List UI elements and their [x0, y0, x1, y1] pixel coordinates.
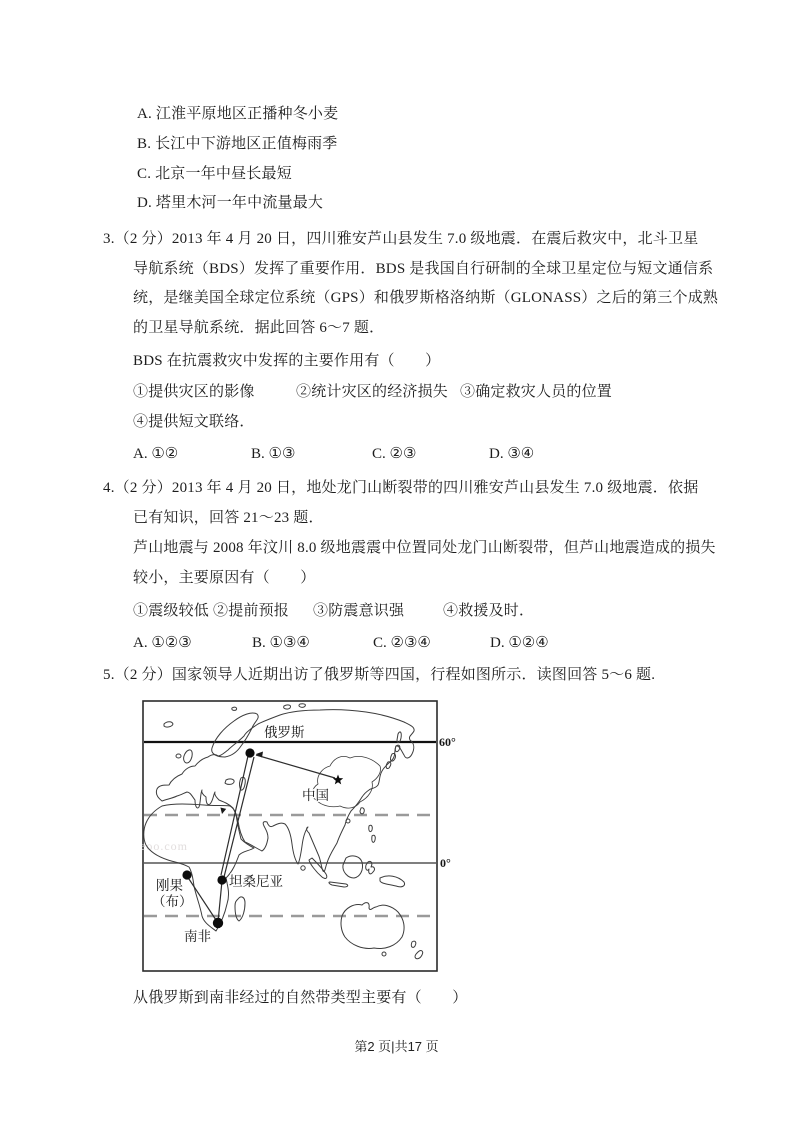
q4-stem-line3: 芦山地震与 2008 年汶川 8.0 级地震震中位置同处龙门山断裂带，但芦山地震造成的损失	[133, 540, 716, 556]
russia-dot	[245, 748, 254, 757]
q2-option-d: D. 塔里木河一年中流量最大	[137, 195, 324, 211]
label-0-degrees: 0°	[440, 856, 451, 870]
q3-stem-line3: 统，是继美国全球定位系统（GPS）和俄罗斯格洛纳斯（GLONASS）之后的第三个成熟	[133, 290, 719, 306]
q4-stem-line4: 较小，主要原因有（ ）	[133, 570, 316, 586]
q3-item-2: ②统计灾区的经济损失	[296, 384, 449, 400]
route-map-svg	[142, 700, 477, 974]
label-60-degrees: 60°	[439, 735, 456, 749]
russia-label: 俄罗斯	[264, 725, 305, 740]
q4-item-3: ③防震意识强	[313, 603, 405, 619]
q3-stem-line2: 导航系统（BDS）发挥了重要作用．BDS 是我国自行研制的全球卫星定位与短文通信系	[133, 261, 714, 277]
q3-item-1: ①提供灾区的影像	[133, 384, 255, 400]
south-africa-dot	[213, 918, 223, 928]
q4-answer-b: B. ①③④	[252, 635, 310, 651]
q3-stem-line1: 3.（2 分）2013 年 4 月 20 日，四川雅安芦山县发生 7.0 级地震．在震后救灾中，北斗卫星	[103, 231, 699, 247]
q3-stem-line4: 的卫星导航系统．据此回答 6～7 题．	[133, 320, 385, 336]
q3-answer-d: D. ③④	[489, 446, 535, 462]
q3-item-3: ③确定救灾人员的位置	[460, 384, 613, 400]
q3-answer-c: C. ②③	[372, 446, 417, 462]
q2-option-c: C. 北京一年中昼长最短	[137, 166, 292, 182]
q3-ask: BDS 在抗震救灾中发挥的主要作用有（ ）	[133, 353, 441, 369]
q4-answer-d: D. ①②④	[490, 635, 549, 651]
q4-stem-line1: 4.（2 分）2013 年 4 月 20 日，地处龙门山断裂带的四川雅安芦山县发生 7.0 级地震．依据	[103, 480, 699, 496]
q3-answer-a: A. ①②	[133, 446, 179, 462]
china-label: 中国	[302, 788, 329, 803]
congo-dot	[182, 870, 191, 879]
congo-label-line1: 刚果	[156, 878, 183, 893]
page-number: 第2 页|共17 页	[354, 1039, 439, 1054]
tanzania-label: 坦桑尼亚	[229, 874, 283, 889]
q4-answer-a: A. ①②③	[133, 635, 192, 651]
congo-label-line2: （布）	[152, 894, 193, 909]
q3-item-4: ④提供短文联络．	[133, 414, 255, 430]
q2-option-b: B. 长江中下游地区正值梅雨季	[137, 136, 338, 152]
south-africa-label: 南非	[184, 929, 211, 944]
q5-question: 从俄罗斯到南非经过的自然带类型主要有（ ）	[133, 990, 468, 1006]
q4-stem-line2: 已有知识，回答 21～23 题．	[133, 510, 324, 526]
watermark-text: eoo.com	[142, 839, 188, 853]
route-map-figure	[142, 700, 477, 974]
q4-answer-c: C. ②③④	[373, 635, 431, 651]
q3-answer-b: B. ①③	[251, 446, 296, 462]
q2-option-a: A. 江淮平原地区正播种冬小麦	[137, 106, 339, 122]
q5-stem: 5.（2 分）国家领导人近期出访了俄罗斯等四国，行程如图所示．读图回答 5～6 题.	[103, 667, 656, 683]
q4-item-4: ④救援及时．	[443, 603, 535, 619]
tanzania-dot	[217, 875, 226, 884]
q4-item-1: ①震级较低	[133, 603, 210, 619]
q4-item-2: ②提前预报	[213, 603, 290, 619]
